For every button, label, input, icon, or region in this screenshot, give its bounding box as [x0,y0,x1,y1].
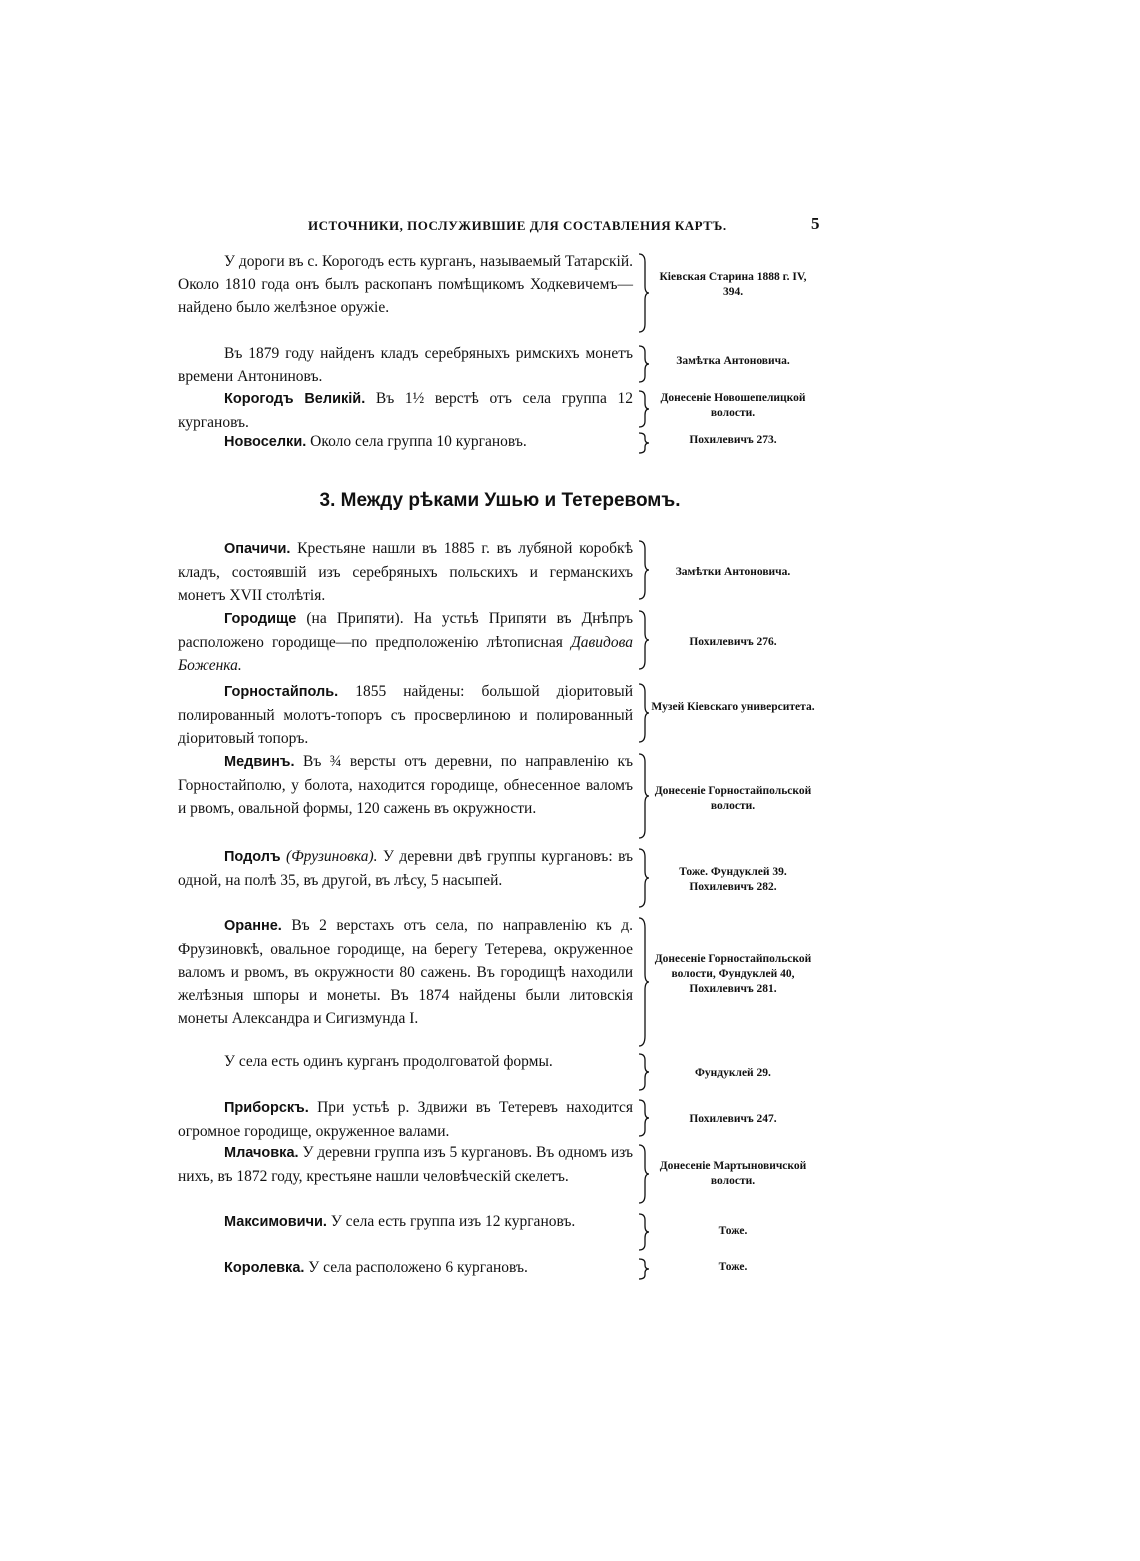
entry-text: Городище (на Припяти). На устьѣ Припяти въ Днѣпръ расположено городище—по предположенію лѣтописная Давидова Боженка. [178,610,634,674]
entry-source: Похилевичъ 273. [689,434,777,446]
entry-source: Донесеніе Горностайпольской волости, Фундуклей 40, Похилевичъ 281. [654,953,812,995]
entry-text: Медвинъ. Въ ¾ версты отъ деревни, по направленію къ Горностайполю, у болота, находится городище, обнесенное валомъ и рвомъ, овальной формы, 120 сажень въ окружности. [178,753,634,817]
page-number: 5 [811,214,820,233]
entry-source: Донесеніе Новошепелицкой волости. [660,392,806,419]
entry-text: Максимовичи. У села есть группа изъ 12 кургановъ. [224,1213,576,1230]
running-header [300,214,820,238]
running-title: ИСТОЧНИКИ, ПОСЛУЖИВШИЕ ДЛЯ СОСТАВЛЕНИЯ КАРТЪ. [308,218,727,233]
entry-text: Приборскъ. При устьѣ р. Здвижи въ Тетеревъ находится огромное городище, окруженное валами. [178,1099,633,1140]
entry-source: Похилевичъ 276. [689,636,777,648]
entry-source: Замѣтка Антоновича. [676,355,790,367]
entry-text: Подолъ (Фрузиновка). У деревни двѣ группы кургановъ: въ одной, на полѣ 35, въ другой, въ лѣсу, 5 насыпей. [178,848,634,889]
entry-text: Млачовка. У деревни группа изъ 5 кургановъ. Въ одномъ изъ нихъ, въ 1872 году, крестьяне нашли человѣческій скелетъ. [178,1144,633,1185]
entry-text: Новоселки. Около села группа 10 кургановъ. [224,433,527,450]
entry-text: Королевка. У села расположено 6 кургановъ. [224,1259,528,1276]
entry-text: Въ 1879 году найденъ кладъ серебряныхъ римскихъ монетъ времени Антониновъ. [178,345,633,385]
entry-source: Музей Кіевскаго университета. [651,701,815,713]
entry-text: Опачичи. Крестьяне нашли въ 1885 г. въ лубяной коробкѣ кладъ, состоявшій изъ серебряныхъ польскихъ и германскихъ монетъ XVII столѣтія. [178,540,633,604]
entry-text: Оранне. Въ 2 верстахъ отъ села, по направленію къ д. Фрузиновкѣ, овальное городище, на берегу Тетерева, окруженное валомъ и рвомъ, въ окружности 80 сажень. Въ городищѣ находили желѣзныя шпоры и монеты. Въ 1874 найдены были литовскія монеты Александра и Сигизмунда I. [178,917,634,1027]
entry-source: Кіевская Старина 1888 г. IV, 394. [659,271,807,298]
entry-source: Фундуклей 29. [695,1067,771,1079]
entry-text: Горностайполь. 1855 найдены: большой діоритовый полированный молотъ-топоръ съ просверлиною и полированный діоритовый топоръ. [178,683,633,747]
entry-source: Тоже. [718,1225,748,1237]
entry-source: Замѣтки Антоновича. [675,566,791,578]
section-title: 3. Между рѣками Ушью и Тетеревомъ. [319,490,681,511]
entry-source: Тоже. Фундуклей 39. Похилевичъ 282. [679,866,787,893]
entry-text: Корогодъ Великій. Въ 1½ верстѣ отъ села группа 12 кургановъ. [178,390,633,431]
entry-text: У дороги въ с. Корогодъ есть курганъ, называемый Татарскій. Около 1810 года онъ былъ раскопанъ помѣщикомъ Ходкевичемъ—найдено было желѣзное оружіе. [178,253,633,316]
entry-source: Донесеніе Горностайпольской волости. [654,785,812,812]
entry-source: Донесеніе Мартыновичской волости. [659,1160,807,1187]
entry-text: У села есть одинъ курганъ продолговатой формы. [224,1053,553,1070]
entry-source: Похилевичъ 247. [689,1113,777,1125]
entry-source: Тоже. [718,1261,748,1273]
